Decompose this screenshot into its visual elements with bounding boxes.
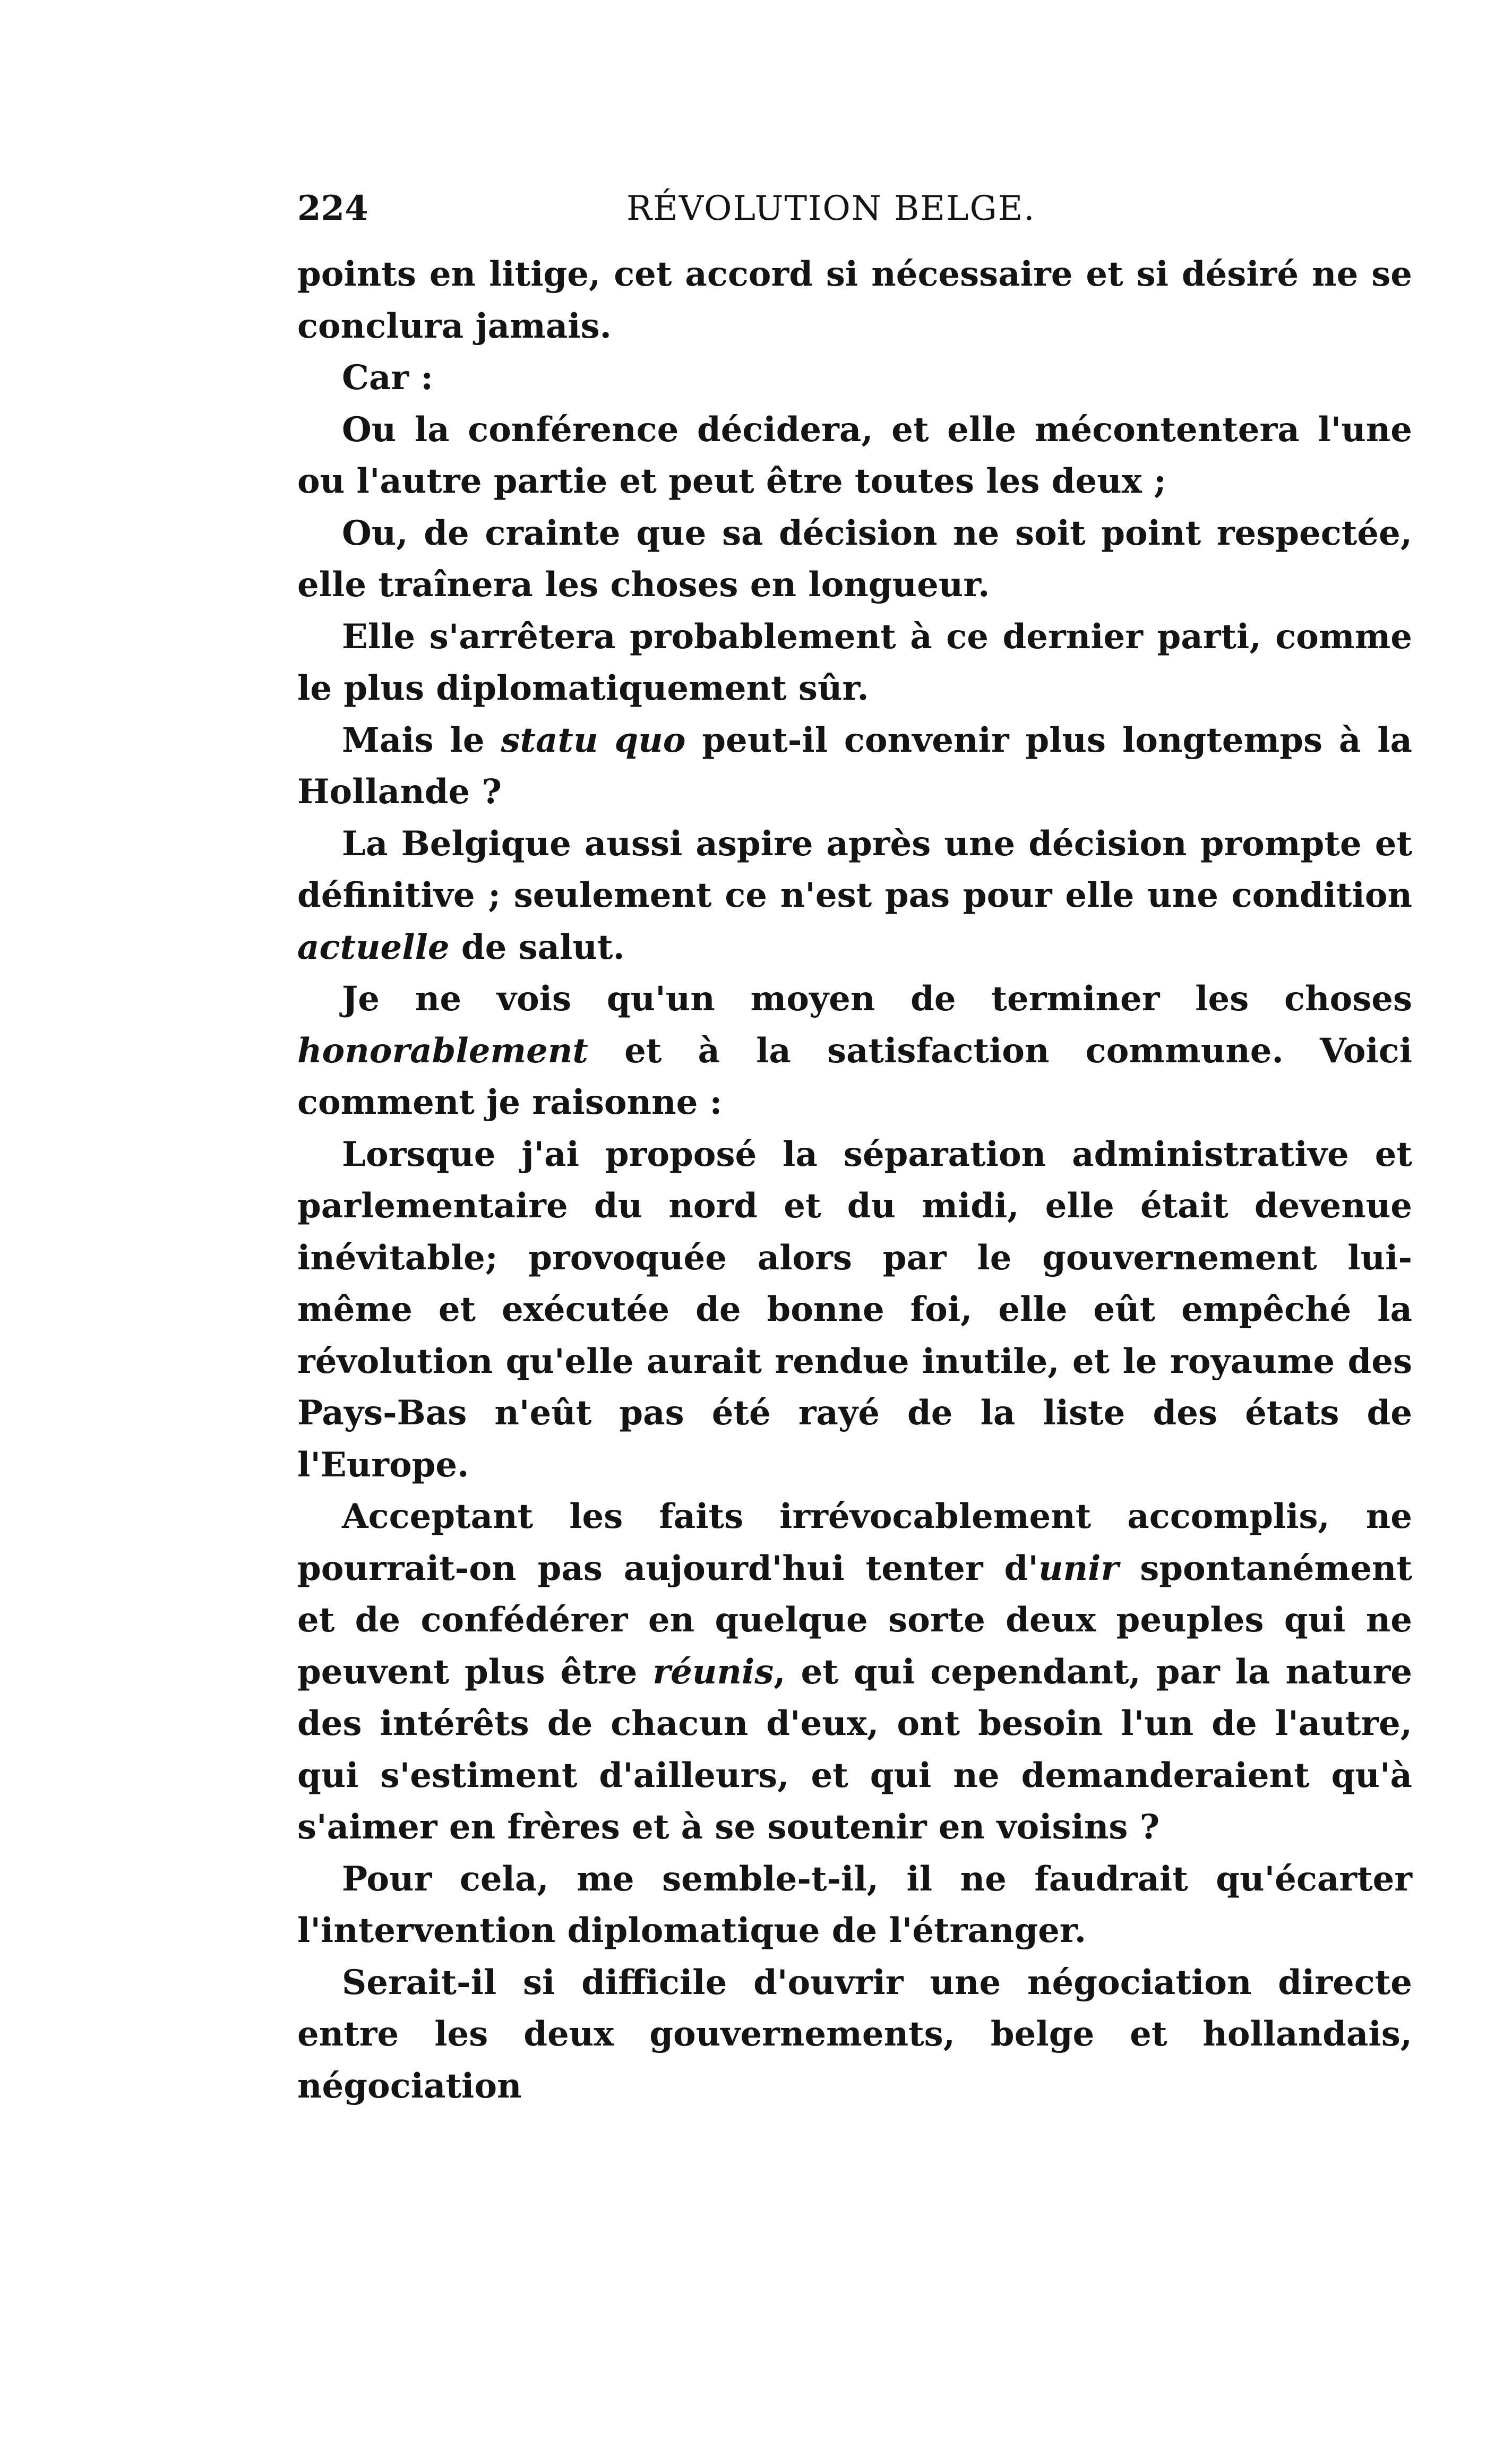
paragraph-text: , et qui cependant, par la nature des intérêts de chacun d'eux, ont besoin l'un de l'autre, qui s'estiment d'ailleurs, et qui ne demanderaient qu'à s'aimer en frères et à se soutenir en voisins ? bbox=[297, 1652, 1413, 1847]
italic-phrase: réunis bbox=[652, 1652, 774, 1692]
paragraph-text: Car : bbox=[342, 358, 434, 398]
paragraph-text: spontanément et de confédérer en quelque sorte deux peuples qui ne peuvent plus être bbox=[297, 1548, 1413, 1692]
text-body bbox=[297, 248, 1412, 2112]
paragraph-pour-cela bbox=[297, 1853, 1412, 1957]
italic-phrase: statu quo bbox=[501, 720, 686, 760]
paragraph-separation bbox=[297, 1129, 1412, 1491]
paragraph-text: de salut. bbox=[449, 927, 625, 967]
running-title: RÉVOLUTION BELGE. bbox=[626, 189, 1036, 228]
paragraph-option-one bbox=[297, 404, 1412, 508]
page-header bbox=[297, 179, 1412, 238]
paragraph-text: La Belgique aussi aspire après une décision prompte et définitive ; seulement ce n'est pas pour elle une condition bbox=[297, 823, 1412, 915]
paragraph-option-two bbox=[297, 508, 1412, 611]
paragraph-statu-quo bbox=[297, 715, 1412, 818]
paragraph-text: Ou, de crainte que sa décision ne soit point respectée, elle traînera les choses en longueur. bbox=[297, 513, 1412, 605]
paragraph-negociation bbox=[297, 1957, 1412, 2112]
page-number: 224 bbox=[297, 188, 368, 228]
paragraph-belgique bbox=[297, 818, 1412, 974]
paragraph-text: peut-il convenir plus longtemps à la Hollande ? bbox=[297, 720, 1413, 812]
italic-phrase: honorablement bbox=[297, 1030, 588, 1071]
paragraph-text: Lorsque j'ai proposé la séparation administrative et parlementaire du nord et du midi, elle était devenue inévitable; provoquée alors par le gouvernement lui-même et exécutée de bonne foi, elle eût empêché la révolution qu'elle aurait rendue inutile, et le royaume des Pays-Bas n'eût pas été rayé de la liste des états de l'Europe. bbox=[297, 1134, 1412, 1485]
paragraph-text: points en litige, cet accord si nécessaire et si désiré ne se conclura jamais. bbox=[297, 254, 1412, 346]
paragraph-text: Je ne vois qu'un moyen de terminer les choses bbox=[342, 979, 1412, 1019]
paragraph-text: Elle s'arrêtera probablement à ce dernier parti, comme le plus diplomatiquement sûr. bbox=[297, 616, 1412, 708]
italic-phrase: unir bbox=[1038, 1548, 1119, 1588]
paragraph-car bbox=[297, 352, 1412, 404]
paragraph-moyen bbox=[297, 973, 1412, 1129]
paragraph-text: et à la satisfaction commune. Voici comment je raisonne : bbox=[297, 1030, 1412, 1122]
paragraph-continuation bbox=[297, 248, 1412, 352]
paragraph-text: Ou la conférence décidera, et elle mécontentera l'une ou l'autre partie et peut être toutes les deux ; bbox=[297, 409, 1412, 501]
paragraph-text: Serait-il si difficile d'ouvrir une négociation directe entre les deux gouvernements, belge et hollandais, négociation bbox=[297, 1962, 1412, 2106]
paragraph-text: Acceptant les faits irrévocablement accomplis, ne pourrait-on pas aujourd'hui tenter d' bbox=[297, 1497, 1412, 1588]
italic-phrase: actuelle bbox=[297, 927, 450, 967]
paragraph-probable-choice bbox=[297, 611, 1412, 715]
paragraph-text: Pour cela, me semble-t-il, il ne faudrait qu'écarter l'intervention diplomatique de l'étranger. bbox=[297, 1859, 1412, 1950]
paragraph-acceptant bbox=[297, 1491, 1412, 1853]
paragraph-text: Mais le bbox=[342, 720, 501, 760]
